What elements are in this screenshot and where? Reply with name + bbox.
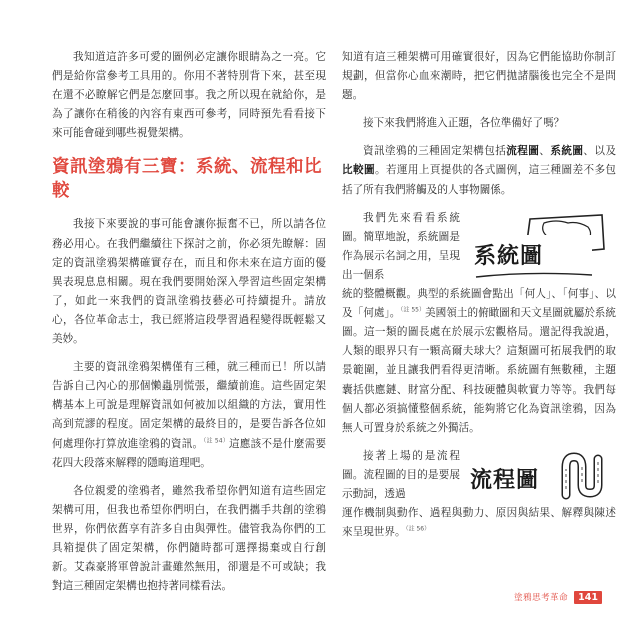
paragraph: 我接下來要說的事可能會讓你振奮不已，所以請各位務必用心。在我們繼續往下探討之前，你必須先瞭解：固定的資訊塗鴉架構確實存在，而且和你未來在這方面的優異表現息息相關。現在我們要開始深入學習這些固定架構了，如此一來我們的資訊塗鴉技藝必可持續提升。請放心，各位革命志士，我已經將這段學習過程變得既輕鬆又美妙。 [52,218,326,346]
paragraph-text: 、以及 [583,145,617,158]
paragraph [52,358,326,473]
paragraph-text: 主要的資訊塗鴉架構僅有三種，就三種而已！所以請告訴自己內心的那個懶蟲別慌張，繼續前進。這些固定架構基本上可說是理解資訊如何被加以組織的方法，實用性高到荒謬的程度。固定架構的最終目的，是要告訴各位如何處理你打算放進塗鴉的資訊。 [52,361,326,450]
footnote-ref: （註 56） [405,525,431,533]
bold-term: 流程圖 [506,145,540,158]
paragraph-text: 、 [539,145,551,158]
paragraph [342,285,616,438]
paragraph [342,142,616,199]
paragraph-text: 。若運用上頁提供的各式圖例，這三種圖差不多包括了所有我們將觸及的人事物關係。 [342,164,617,196]
paragraph-text: 資訊塗鴉的三種固定架構包括 [363,145,507,158]
bold-term: 系統圖 [550,145,584,158]
paragraph: 我們先來看看系統圖。簡單地說，系統圖是作為展示名詞之用，呈現出一個系 [342,211,460,281]
paragraph: 接下來我們將進入正題，各位準備好了嗎？ [363,117,565,130]
left-column [52,48,326,596]
page-number: 141 [574,591,602,604]
page-footer [514,588,602,606]
paragraph: 接著上場的是流程圖。流程圖的目的是要展示動詞，透過 [342,449,460,500]
system-diagram-label: 系統圖 [474,242,544,269]
flow-diagram-label: 流程圖 [470,466,540,493]
bold-term: 比較圖 [342,164,375,177]
paragraph-text: 美國領土的俯瞰圖和天文星圖就屬於系統圖。這一類的圖長處在於展示宏觀格局。還記得我說過，人類的眼界只有一顆高爾夫球大？這類圖可拓展我們的取景範圍，並且讓我們看得更清晰。系統圖有無數種，主題囊括供應鏈、財富分配、科技硬體與軟實力等等。我們每個人都必須搞懂整個系統，能夠將它化為資訊塗鴉，因為無人可置身於系統之外獨活。 [342,307,617,434]
paragraph: 各位親愛的塗鴉者，雖然我希望你們知道有這些固定架構可用，但我也希望你們明白，在我們攜手共創的塗鴉世界，你們依舊享有許多自由與彈性。儘管我為你們的工具箱提供了固定架構，你們隨時都可選擇揚棄或自行創新。艾森豪將軍曾說計畫雖然無用，卻還是不可或缺；我對這三種固定架構也抱持著同樣看法。 [52,484,326,593]
paragraph-text: 統的整體概觀。典型的系統圖會點出「何人」、「何事」、以及「何處」。 [342,288,616,320]
system-diagram-illustration [470,209,616,287]
right-column [342,48,616,542]
system-section [342,209,616,285]
footnote-ref: （註 55） [400,306,426,314]
flow-diagram-illustration [470,447,616,509]
paragraph: 知道有這三種架構可用確實很好，因為它們能協助你制訂規劃，但當你心血來潮時，把它們拋諸腦後也完全不是問題。 [342,51,616,102]
paragraph-text: 運作機制與動作、過程與動力、原因與結果、解釋與陳述來呈現世界。 [342,507,616,539]
book-title: 塗鴉思考革命 [514,593,569,603]
paragraph [342,504,616,542]
paragraph: 我知道這許多可愛的圖例必定讓你眼睛為之一亮。它們是給你當參考工具用的。你用不著特別背下來，甚至現在還不必瞭解它們是怎麼回事。我之所以現在就給你，是為了讓你在稍後的內容有東西可參考，同時預先看看接下來可能會碰到哪些視覺架構。 [52,51,326,140]
footnote-ref: （註 54） [203,436,229,444]
flow-section [342,447,616,504]
paragraph-text: 這應該不是什麼需要花四大段落來解釋的隱晦道理吧。 [52,437,327,469]
section-heading: 資訊塗鴉有三寶：系統、流程和比較 [52,157,322,202]
